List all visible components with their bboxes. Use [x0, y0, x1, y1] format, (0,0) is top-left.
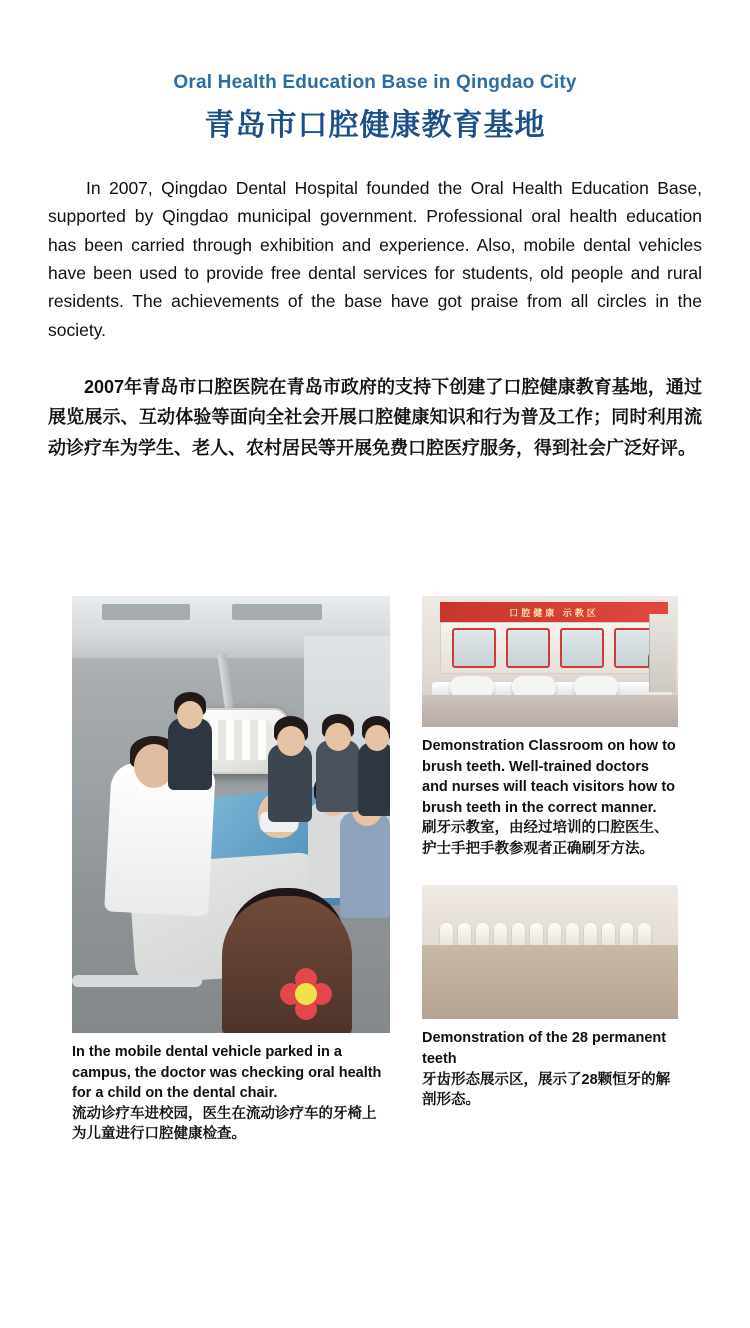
- classroom-banner: [440, 602, 668, 622]
- wall-mirror: [452, 628, 496, 668]
- caption-classroom-cn: 刷牙示教室，由经过培训的口腔医生、护士手把手教参观者正确刷牙方法。: [422, 820, 669, 857]
- page-title-english: Oral Health Education Base in Qingdao City: [173, 72, 577, 93]
- classroom-door: [649, 614, 676, 692]
- student-body: [340, 812, 390, 918]
- page-title-chinese: 青岛市口腔健康教育基地: [204, 109, 546, 142]
- caption-teeth-cn: 牙齿形态展示区，展示了28颗恒牙的解剖形态。: [422, 1071, 671, 1109]
- student-body: [358, 742, 390, 816]
- body-paragraph-english: In 2007, Qingdao Dental Hospital founded the Oral Health Education Base, supported by Qingdao municipal government. Professional oral health education has been carried through exhibition and experience. Also, mobile dental vehicles have been used to provide free dental services for students, old people and rural residents. The achievements of the base have got praise from all circles in the society.: [48, 178, 702, 340]
- caption-vehicle: [72, 1042, 390, 1145]
- classroom-banner-text: 口腔健康 示教区: [509, 607, 599, 618]
- wall-mirror: [560, 628, 604, 668]
- ceiling-panel: [232, 604, 322, 620]
- classroom-floor: [422, 695, 678, 727]
- ceiling-panel: [102, 604, 190, 620]
- student-head: [365, 725, 389, 751]
- figure-column-right: [422, 596, 678, 1111]
- caption-teeth-en: Demonstration of the 28 permanent teeth: [422, 1030, 667, 1068]
- caption-teeth: [422, 1028, 678, 1110]
- wall-mirror: [506, 628, 550, 668]
- display-floor: [422, 945, 678, 1019]
- caption-classroom-en: Demonstration Classroom on how to brush teeth. Well-trained doctors and nurses will teach visitors how to brush teeth in the correct manner.: [422, 738, 676, 816]
- student-head: [277, 726, 305, 756]
- caption-vehicle-cn: 流动诊疗车进校园，医生在流动诊疗车的牙椅上为儿童进行口腔健康检查。: [72, 1105, 377, 1143]
- body-paragraph-chinese: 2007年青岛市口腔医院在青岛市政府的支持下创建了口腔健康教育基地，通过展览展示、互动体验等面向全社会开展口腔健康知识和行为普及工作；同时利用流动诊疗车为学生、老人、农村居民等开展免费口腔医疗服务，得到社会广泛好评。: [48, 377, 702, 458]
- student-head: [325, 723, 351, 751]
- caption-vehicle-en: In the mobile dental vehicle parked in a campus, the doctor was checking oral health for a child on the dental chair.: [72, 1044, 382, 1102]
- figure-vehicle: [72, 596, 390, 1145]
- vehicle-handrail: [72, 975, 202, 987]
- flower-hairclip-icon: [280, 968, 332, 1020]
- student-head: [177, 701, 203, 729]
- photo-permanent-teeth-display: [422, 885, 678, 1019]
- photo-demonstration-classroom: [422, 596, 678, 727]
- caption-classroom: [422, 736, 678, 859]
- photo-mobile-dental-vehicle: [72, 596, 390, 1033]
